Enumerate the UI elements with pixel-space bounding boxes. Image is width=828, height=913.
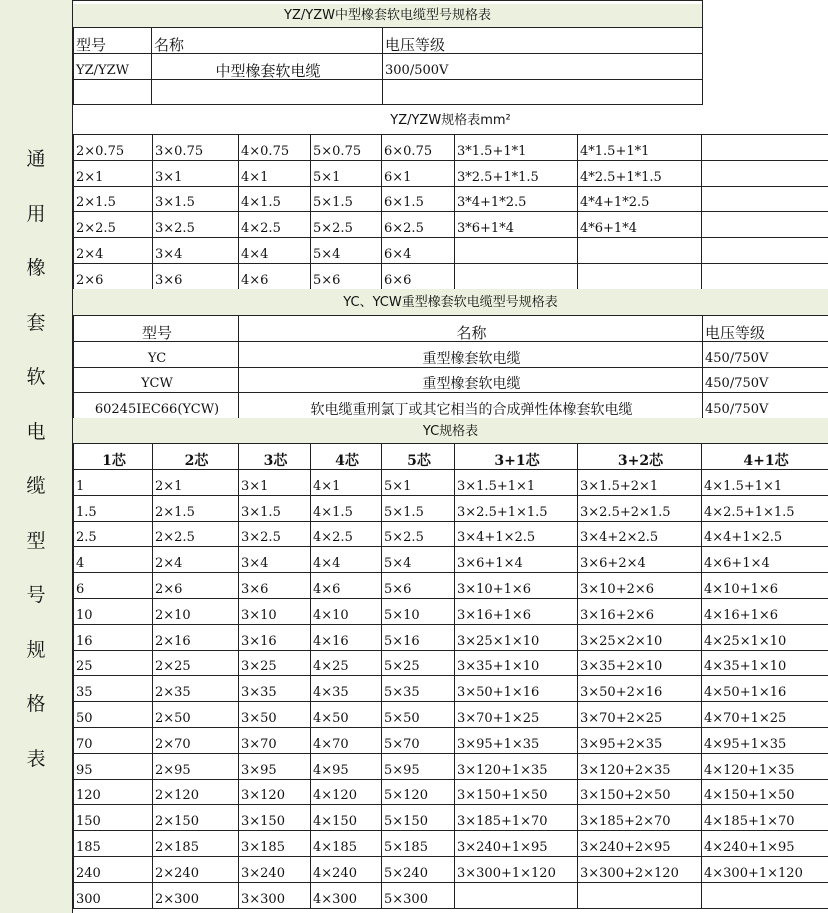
- yz-spec-cell: 2×2.5: [74, 212, 153, 238]
- yc-spec-cell: 4×25: [311, 650, 382, 676]
- yc-spec-cell: 4×35: [311, 676, 382, 702]
- yc-spec-cell: 3×10+2×6: [578, 573, 702, 599]
- yc-spec-cell: 3×6+1×4: [455, 547, 578, 573]
- yc-spec-cell: 3×120+1×35: [455, 753, 578, 779]
- yc-row: [74, 342, 828, 368]
- yz-model: YZ/YZW: [74, 54, 152, 80]
- yz-voltage: 300/500V: [383, 54, 703, 80]
- empty-cell: [702, 186, 828, 212]
- yz-spec-cell: 5×1: [311, 160, 382, 186]
- yc-spec-cell: 5×300: [382, 882, 455, 908]
- yc-spec-cell: 2×50: [153, 702, 239, 728]
- side-title-char: 橡: [26, 257, 46, 279]
- yc-spec-header-cell: 2芯: [153, 444, 239, 470]
- yz-spec-cell: 5×4: [311, 238, 382, 264]
- yz-spec-cell: 6×1.5: [382, 186, 455, 212]
- yz-spec-cell: 2×1.5: [74, 186, 153, 212]
- empty-cell: [702, 212, 828, 238]
- yc-spec-cell: 4×185: [311, 831, 382, 857]
- yz-spec-row: [74, 238, 828, 264]
- yc-spec-cell: 4×10: [311, 598, 382, 624]
- yz-table: [73, 27, 703, 105]
- yc-spec-cell: 4×185+1×70: [702, 805, 828, 831]
- yz-spec-cell: 3×1: [153, 160, 239, 186]
- yc-spec-cell: 3×1.5: [239, 495, 311, 521]
- yc-spec-cell: 2×25: [153, 650, 239, 676]
- yc-spec-cell: 3×4: [239, 547, 311, 573]
- yz-header-name: 名称: [152, 28, 383, 54]
- yc-spec-cell: 150: [74, 805, 153, 831]
- yc-spec-cell: 2×4: [153, 547, 239, 573]
- yc-spec-cell: 2×240: [153, 856, 239, 882]
- yc-spec-cell: 185: [74, 831, 153, 857]
- yz-spec-cell: 4*2.5+1*1.5: [578, 160, 702, 186]
- yc-spec-cell: 5×25: [382, 650, 455, 676]
- yc-spec-row: [74, 650, 828, 676]
- yc-spec-cell: 4×150+1×50: [702, 779, 828, 805]
- yc-spec-cell: 4×10+1×6: [702, 573, 828, 599]
- yc-spec-cell: 3×2.5+1×1.5: [455, 495, 578, 521]
- yc-spec-cell: 4×50: [311, 702, 382, 728]
- yz-spec-cell: [578, 238, 702, 264]
- yz-header-row: [74, 28, 703, 54]
- yc-spec-header-cell: 4芯: [311, 444, 382, 470]
- yc-model: 60245IEC66(YCW): [74, 393, 239, 419]
- yz-spec-cell: 2×4: [74, 238, 153, 264]
- yz-spec-cell: 6×1: [382, 160, 455, 186]
- yc-spec-cell: 3×10: [239, 598, 311, 624]
- yc-spec-row: [74, 495, 828, 521]
- yc-spec-cell: 5×185: [382, 831, 455, 857]
- yz-spec-row: [74, 263, 828, 289]
- yc-spec-cell: 3×35+2×10: [578, 650, 702, 676]
- yc-spec-cell: 3×2.5+2×1.5: [578, 495, 702, 521]
- yc-spec-cell: 3×120+2×35: [578, 753, 702, 779]
- yc-spec-cell: 2×185: [153, 831, 239, 857]
- yz-spec-cell: 3×1.5: [153, 186, 239, 212]
- side-title-char: 型: [26, 529, 46, 552]
- yc-spec-row: [74, 470, 828, 496]
- yc-spec-cell: 4×300: [311, 882, 382, 908]
- yz-spec-cell: 3×4: [153, 238, 239, 264]
- yc-voltage: 450/750V: [703, 342, 828, 368]
- yc-spec-cell: 4×25×1×10: [702, 624, 828, 650]
- yc-spec-header-cell: 3+2芯: [578, 444, 702, 470]
- yc-header-row: [74, 316, 828, 342]
- yc-spec-cell: 5×35: [382, 676, 455, 702]
- yz-spec-cell: [455, 238, 578, 264]
- yc-spec-cell: [702, 882, 828, 908]
- yc-spec-cell: 2×16: [153, 624, 239, 650]
- yc-spec-cell: 3×70+2×25: [578, 702, 702, 728]
- yc-spec-cell: 2×300: [153, 882, 239, 908]
- yc-spec-cell: 2×95: [153, 753, 239, 779]
- yc-spec-cell: 3×6+2×4: [578, 547, 702, 573]
- yc-spec-cell: 5×95: [382, 753, 455, 779]
- yc-spec-cell: 3×25×2×10: [578, 624, 702, 650]
- yz-spec-cell: 5×2.5: [311, 212, 382, 238]
- yc-spec-cell: 3×50: [239, 702, 311, 728]
- side-title-char: 格: [26, 693, 46, 715]
- yc-spec-row: [74, 573, 828, 599]
- yc-spec-cell: 3×4+2×2.5: [578, 521, 702, 547]
- side-title-char: 缆: [26, 475, 46, 497]
- yc-spec-cell: 5×240: [382, 856, 455, 882]
- yc-spec-header-row: [74, 444, 828, 470]
- yc-spec-cell: 3×6: [239, 573, 311, 599]
- yc-row: [74, 393, 828, 419]
- yz-spec-cell: 6×2.5: [382, 212, 455, 238]
- yc-spec-cell: 4: [74, 547, 153, 573]
- yc-spec-cell: 5×1: [382, 470, 455, 496]
- yc-spec-cell: 3×120: [239, 779, 311, 805]
- yc-spec-cell: 5×10: [382, 598, 455, 624]
- side-title-char: 电: [26, 420, 46, 443]
- yz-header-model: 型号: [74, 28, 152, 54]
- yc-spec-cell: 3×50+2×16: [578, 676, 702, 702]
- yc-spec-cell: 25: [74, 650, 153, 676]
- yc-spec-cell: 3×70: [239, 727, 311, 753]
- yz-header-voltage: 电压等级: [383, 28, 703, 54]
- yc-spec-cell: 2×35: [153, 676, 239, 702]
- yc-spec-cell: 1.5: [74, 495, 153, 521]
- yc-spec-cell: 3×1.5+2×1: [578, 470, 702, 496]
- yc-spec-cell: 50: [74, 702, 153, 728]
- yz-empty-row: [74, 80, 703, 105]
- yz-spec-cell: 4*6+1*4: [578, 212, 702, 238]
- side-title-char: 用: [26, 202, 46, 225]
- yc-spec-cell: 5×150: [382, 805, 455, 831]
- yc-spec-cell: 3×240+1×95: [455, 831, 578, 857]
- yc-spec-cell: 4×120+1×35: [702, 753, 828, 779]
- yc-spec-cell: 95: [74, 753, 153, 779]
- yc-spec-title: YC规格表: [73, 418, 828, 444]
- yc-spec-cell: 4×95: [311, 753, 382, 779]
- yz-spec-cell: 3×6: [153, 263, 239, 289]
- yz-spec-cell: 5×0.75: [311, 135, 382, 161]
- yc-header-model: 型号: [74, 316, 239, 342]
- side-title-char: 表: [26, 747, 46, 770]
- yc-spec-cell: 4×35+1×10: [702, 650, 828, 676]
- yc-voltage: 450/750V: [703, 393, 828, 419]
- yc-spec-cell: 3×240: [239, 856, 311, 882]
- yc-spec-cell: 3×185+1×70: [455, 805, 578, 831]
- yc-header-voltage: 电压等级: [703, 316, 828, 342]
- yz-spec-cell: 4×2.5: [239, 212, 311, 238]
- yc-spec-cell: 2×6: [153, 573, 239, 599]
- yc-spec-cell: [455, 882, 578, 908]
- yz-spec-cell: 4×4: [239, 238, 311, 264]
- yc-spec-cell: 2×1: [153, 470, 239, 496]
- yc-spec-cell: 3×95+2×35: [578, 727, 702, 753]
- side-title-char: 通: [26, 148, 46, 170]
- yz-name: 中型橡套软电缆: [152, 54, 383, 80]
- yc-spec-cell: 6: [74, 573, 153, 599]
- side-title-panel: [0, 0, 73, 913]
- yc-spec-row: [74, 753, 828, 779]
- yc-spec-cell: 4×120: [311, 779, 382, 805]
- yc-spec-cell: 4×16: [311, 624, 382, 650]
- yc-spec-row: [74, 521, 828, 547]
- yc-spec-cell: 5×6: [382, 573, 455, 599]
- yc-spec-cell: 3×10+1×6: [455, 573, 578, 599]
- yc-spec-cell: 3×16+2×6: [578, 598, 702, 624]
- empty-cell: [702, 135, 828, 161]
- yc-spec-row: [74, 727, 828, 753]
- yc-spec-row: [74, 547, 828, 573]
- yz-spec-row: [74, 186, 828, 212]
- yc-spec-cell: 4×6: [311, 573, 382, 599]
- yz-spec-cell: 4×1.5: [239, 186, 311, 212]
- yz-spec-cell: 3*1.5+1*1: [455, 135, 578, 161]
- yc-spec-header-cell: 1芯: [74, 444, 153, 470]
- yc-spec-header-cell: 3芯: [239, 444, 311, 470]
- yc-name: 重型橡套软电缆: [239, 367, 703, 393]
- yc-table: [73, 315, 828, 419]
- yc-spec-header-cell: 3+1芯: [455, 444, 578, 470]
- right-empty-column: [702, 0, 828, 105]
- yz-spec-cell: 5×1.5: [311, 186, 382, 212]
- yc-spec-cell: 5×50: [382, 702, 455, 728]
- yc-spec-row: [74, 831, 828, 857]
- empty-cell: [702, 238, 828, 264]
- empty-cell: [152, 80, 383, 105]
- yc-spec-row: [74, 856, 828, 882]
- yc-spec-cell: 16: [74, 624, 153, 650]
- yc-spec-cell: 300: [74, 882, 153, 908]
- yc-spec-row: [74, 779, 828, 805]
- yc-header-name: 名称: [239, 316, 703, 342]
- yc-spec-cell: 4×150: [311, 805, 382, 831]
- yc-spec-cell: 4×4: [311, 547, 382, 573]
- yc-spec-cell: 4×1: [311, 470, 382, 496]
- yc-spec-cell: 2×1.5: [153, 495, 239, 521]
- yc-spec-cell: 3×95: [239, 753, 311, 779]
- yz-spec-cell: 2×6: [74, 263, 153, 289]
- yz-spec-row: [74, 160, 828, 186]
- yc-spec-cell: 4×50+1×16: [702, 676, 828, 702]
- yz-spec-cell: 2×0.75: [74, 135, 153, 161]
- yc-spec-cell: 4×300+1×120: [702, 856, 828, 882]
- yc-spec-cell: 3×300: [239, 882, 311, 908]
- side-title-char: 套: [26, 311, 46, 334]
- yc-spec-cell: 2×120: [153, 779, 239, 805]
- yc-spec-cell: 1: [74, 470, 153, 496]
- yc-spec-cell: 3×95+1×35: [455, 727, 578, 753]
- yc-spec-cell: 3×150+1×50: [455, 779, 578, 805]
- yc-name: 重型橡套软电缆: [239, 342, 703, 368]
- yz-title: YZ/YZW中型橡套软电缆型号规格表: [73, 4, 702, 28]
- yc-spec-cell: 3×240+2×95: [578, 831, 702, 857]
- yc-spec-row: [74, 624, 828, 650]
- yz-spec-table: [73, 134, 828, 290]
- yc-spec-cell: 3×300+1×120: [455, 856, 578, 882]
- yz-data-row: [74, 54, 703, 80]
- yc-spec-row: [74, 702, 828, 728]
- yc-spec-row: [74, 882, 828, 908]
- yz-spec-title: YZ/YZW规格表mm²: [73, 105, 828, 134]
- yc-spec-cell: 5×4: [382, 547, 455, 573]
- yc-model: YCW: [74, 367, 239, 393]
- yc-spec-cell: 3×185: [239, 831, 311, 857]
- yz-spec-cell: 6×4: [382, 238, 455, 264]
- yc-spec-cell: 3×25×1×10: [455, 624, 578, 650]
- yc-spec-cell: 70: [74, 727, 153, 753]
- yc-spec-cell: 3×35: [239, 676, 311, 702]
- yz-spec-row: [74, 135, 828, 161]
- yc-spec-cell: 5×1.5: [382, 495, 455, 521]
- yc-spec-cell: 3×25: [239, 650, 311, 676]
- yc-spec-row: [74, 598, 828, 624]
- yc-spec-cell: 3×50+1×16: [455, 676, 578, 702]
- side-title-char: 规: [26, 638, 46, 661]
- yz-spec-cell: [578, 263, 702, 289]
- yc-spec-cell: 2×70: [153, 727, 239, 753]
- yc-spec-cell: 4×16+1×6: [702, 598, 828, 624]
- yc-spec-cell: 3×150: [239, 805, 311, 831]
- empty-cell: [383, 80, 703, 105]
- empty-cell: [702, 160, 828, 186]
- yc-spec-cell: 3×16+1×6: [455, 598, 578, 624]
- yc-spec-table: [73, 443, 828, 909]
- yc-spec-cell: 3×4+1×2.5: [455, 521, 578, 547]
- yc-name: 软电缆重刑氯丁或其它相当的合成弹性体橡套软电缆: [239, 393, 703, 419]
- yc-model: YC: [74, 342, 239, 368]
- yc-spec-cell: 2×10: [153, 598, 239, 624]
- yz-spec-cell: 4×6: [239, 263, 311, 289]
- side-title: [0, 132, 72, 786]
- yc-spec-cell: 240: [74, 856, 153, 882]
- yc-spec-cell: 2×2.5: [153, 521, 239, 547]
- yz-spec-cell: 3×0.75: [153, 135, 239, 161]
- yz-spec-cell: 6×0.75: [382, 135, 455, 161]
- yz-spec-cell: 2×1: [74, 160, 153, 186]
- yc-spec-cell: 3×2.5: [239, 521, 311, 547]
- empty-cell: [702, 263, 828, 289]
- yc-spec-cell: 4×4+1×2.5: [702, 521, 828, 547]
- yc-spec-cell: 3×300+2×120: [578, 856, 702, 882]
- yc-spec-cell: 4×240+1×95: [702, 831, 828, 857]
- yc-spec-cell: 120: [74, 779, 153, 805]
- yc-spec-cell: 3×70+1×25: [455, 702, 578, 728]
- yz-spec-cell: 3×2.5: [153, 212, 239, 238]
- yz-spec-cell: 4×0.75: [239, 135, 311, 161]
- yc-spec-cell: 5×2.5: [382, 521, 455, 547]
- yc-spec-header-cell: 4+1芯: [702, 444, 828, 470]
- empty-cell: [74, 80, 152, 105]
- yc-spec-cell: 5×16: [382, 624, 455, 650]
- yc-spec-cell: 3×150+2×50: [578, 779, 702, 805]
- yc-spec-row: [74, 805, 828, 831]
- yc-spec-cell: 4×70: [311, 727, 382, 753]
- yz-spec-row: [74, 212, 828, 238]
- yc-spec-row: [74, 676, 828, 702]
- yc-voltage: 450/750V: [703, 367, 828, 393]
- yz-spec-cell: 3*4+1*2.5: [455, 186, 578, 212]
- yc-spec-cell: 4×95+1×35: [702, 727, 828, 753]
- yc-row: [74, 367, 828, 393]
- yc-spec-cell: 4×240: [311, 856, 382, 882]
- yc-spec-cell: 4×1.5: [311, 495, 382, 521]
- side-title-char: 软: [26, 366, 46, 388]
- yz-spec-cell: 3*6+1*4: [455, 212, 578, 238]
- yc-spec-cell: 3×1: [239, 470, 311, 496]
- yc-spec-cell: 4×1.5+1×1: [702, 470, 828, 496]
- yc-spec-cell: 2.5: [74, 521, 153, 547]
- side-title-char: 号: [26, 584, 46, 606]
- yz-spec-cell: 4×1: [239, 160, 311, 186]
- yc-spec-cell: 3×35+1×10: [455, 650, 578, 676]
- yc-spec-cell: 2×150: [153, 805, 239, 831]
- yc-title: YC、YCW重型橡套软电缆型号规格表: [73, 289, 828, 316]
- yc-spec-cell: 4×2.5: [311, 521, 382, 547]
- yc-spec-cell: [578, 882, 702, 908]
- yc-spec-cell: 3×1.5+1×1: [455, 470, 578, 496]
- yc-spec-cell: 3×185+2×70: [578, 805, 702, 831]
- yc-spec-cell: 10: [74, 598, 153, 624]
- yc-spec-cell: 35: [74, 676, 153, 702]
- yc-spec-cell: 3×16: [239, 624, 311, 650]
- yz-spec-cell: 4*1.5+1*1: [578, 135, 702, 161]
- yz-spec-cell: 5×6: [311, 263, 382, 289]
- yc-spec-cell: 4×6+1×4: [702, 547, 828, 573]
- yc-spec-cell: 4×2.5+1×1.5: [702, 495, 828, 521]
- yc-spec-cell: 5×70: [382, 727, 455, 753]
- yc-spec-cell: 5×120: [382, 779, 455, 805]
- yc-spec-cell: 4×70+1×25: [702, 702, 828, 728]
- yz-spec-cell: [455, 263, 578, 289]
- yz-spec-cell: 4*4+1*2.5: [578, 186, 702, 212]
- yz-spec-cell: 3*2.5+1*1.5: [455, 160, 578, 186]
- yc-spec-header-cell: 5芯: [382, 444, 455, 470]
- yz-spec-cell: 6×6: [382, 263, 455, 289]
